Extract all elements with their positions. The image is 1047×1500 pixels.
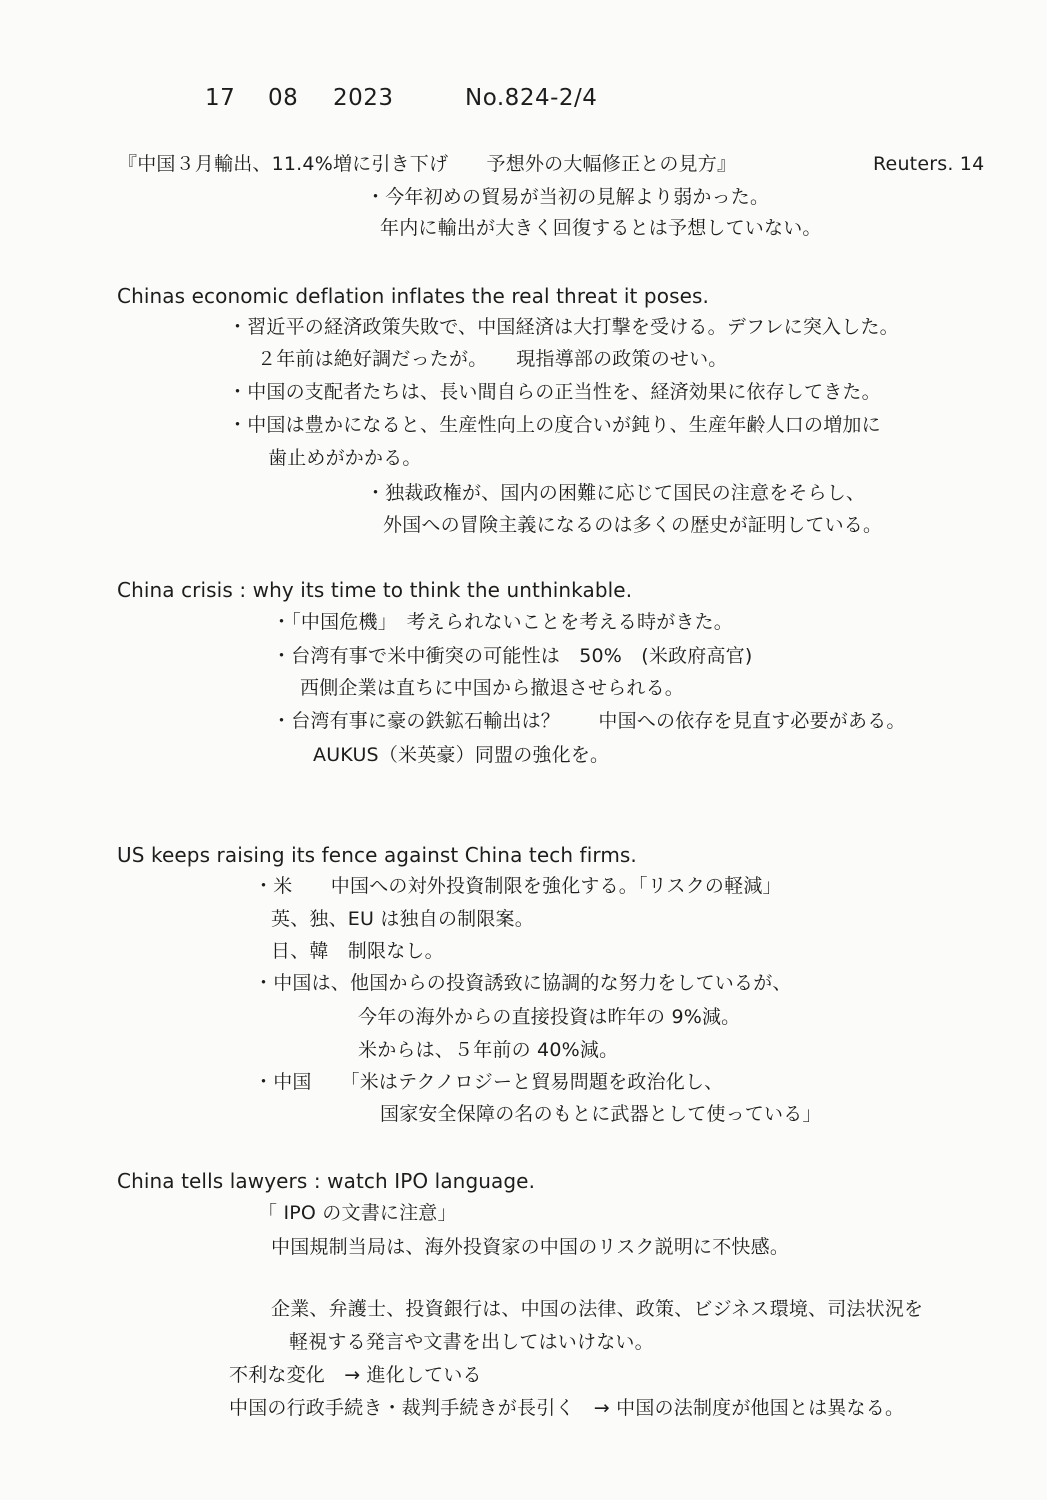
section-4-line-3: 日、韓 制限なし。 [271, 940, 444, 962]
section-4-line-1: ・米 中国への対外投資制限を強化する。「リスクの軽減」 [254, 875, 782, 897]
section-4-line-6: 米からは、５年前の 40%減。 [358, 1039, 619, 1061]
section-4-line-8: 国家安全保障の名のもとに武器として使っている」 [380, 1103, 822, 1125]
section-5-line-2: 中国規制当局は、海外投資家の中国のリスク説明に不快感。 [271, 1236, 790, 1258]
section-2-line-7: 外国への冒険主義になるのは多くの歴史が証明している。 [383, 514, 883, 536]
header-year: 2023 [333, 85, 394, 111]
header-number: No.824-2/4 [465, 85, 598, 111]
section-2-line-4: ・中国は豊かになると、生産性向上の度合いが鈍り、生産年齢人口の増加に [228, 414, 881, 436]
section-4-line-4: ・中国は、他国からの投資誘致に協調的な努力をしているが、 [254, 972, 792, 994]
section-1-line-2: 年内に輸出が大きく回復するとは予想していない。 [380, 217, 822, 239]
section-1-line-1: ・今年初めの貿易が当初の見解より弱かった。 [366, 186, 770, 208]
section-3-line-3: 西側企業は直ちに中国から撤退させられる。 [300, 677, 685, 699]
header-day: 17 [205, 85, 236, 111]
section-1-title: 『中国３月輸出、11.4%増に引き下げ 予想外の大幅修正との見方』 [118, 153, 737, 175]
section-2-line-5: 歯止めがかかる。 [268, 447, 422, 469]
section-1-source: Reuters. 14 [873, 153, 985, 175]
section-2-line-6: ・独裁政権が、国内の困難に応じて国民の注意をそらし、 [366, 482, 866, 504]
section-4-line-2: 英、独、EU は独自の制限案。 [271, 908, 534, 930]
section-5-line-6: 中国の行政手続き・裁判手続きが長引く → 中国の法制度が他国とは異なる。 [229, 1397, 905, 1419]
section-2-title: Chinas economic deflation inflates the real threat it poses. [117, 284, 709, 308]
section-5-line-1: 「 IPO の文書に注意」 [258, 1202, 457, 1224]
section-3-title: China crisis : why its time to think the unthinkable. [117, 578, 633, 602]
header-month: 08 [268, 85, 299, 111]
section-5-line-4: 軽視する発言や文書を出してはいけない。 [289, 1331, 654, 1353]
section-5-line-3: 企業、弁護士、投資銀行は、中国の法律、政策、ビジネス環境、司法状況を [271, 1298, 924, 1320]
section-3-line-4: ・台湾有事に豪の鉄鉱石輸出は？ 中国への依存を見直す必要がある。 [272, 710, 906, 732]
section-4-line-5: 今年の海外からの直接投資は昨年の 9%減。 [358, 1006, 741, 1028]
section-5-title: China tells lawyers : watch IPO language. [117, 1169, 536, 1193]
section-2-line-2: ２年前は絶好調だったが。 現指導部の政策のせい。 [257, 348, 728, 370]
section-2-line-3: ・中国の支配者たちは、長い間自らの正当性を、経済効果に依存してきた。 [228, 381, 881, 403]
section-3-line-1: ・「中国危機」 考えられないことを考える時がきた。 [272, 611, 734, 633]
section-4-title: US keeps raising its fence against China tech firms. [117, 843, 637, 867]
section-2-line-1: ・習近平の経済政策失敗で、中国経済は大打撃を受ける。デフレに突入した。 [228, 316, 899, 338]
section-3-line-5: AUKUS（米英豪）同盟の強化を。 [313, 744, 610, 766]
section-4-line-7: ・中国 「米はテクノロジーと貿易問題を政治化し、 [254, 1071, 724, 1093]
section-5-line-5: 不利な変化 → 進化している [229, 1364, 482, 1386]
section-3-line-2: ・台湾有事で米中衝突の可能性は 50% (米政府高官) [272, 645, 753, 667]
